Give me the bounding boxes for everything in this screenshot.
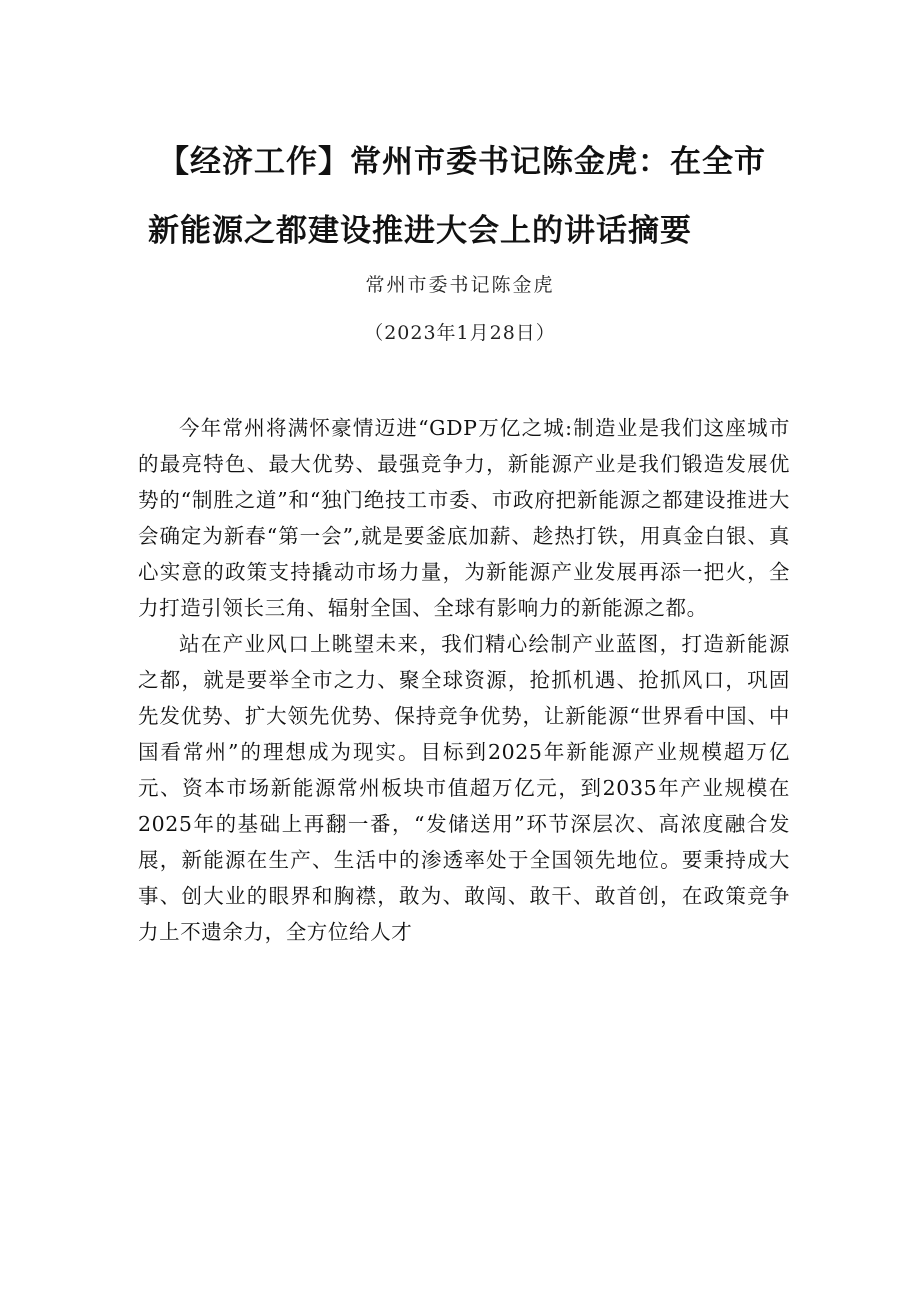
document-author: 常州市委书记陈金虎	[365, 274, 555, 296]
document-title-line-1: 【经济工作】常州市委书记陈金虎：在全市	[158, 144, 766, 180]
body-paragraph-1: 今年常州将满怀豪情迈进“GDP万亿之城:制造业是我们这座城市的最亮特色、最大优势、最强竞争力，新能源产业是我们锻造发展优势的“制胜之道”和“独门绝技工市委、市政府把新能源之都建设推进大会确定为新春“第一会”,就是要釜底加薪、趁热打铁，用真金白银、真心实意的政策支持撬动市场力量，为新能源产业发展再添一把火，全力打造引领长三角、辐射全国、全球有影响力的新能源之都。	[138, 416, 790, 620]
document-date: （2023年1月28日）	[364, 322, 556, 344]
document-title-line-2: 新能源之都建设推进大会上的讲话摘要	[148, 213, 692, 249]
document-body	[138, 410, 790, 950]
body-paragraph-2: 站在产业风口上眺望未来，我们精心绘制产业蓝图，打造新能源之都，就是要举全市之力、聚全球资源，抢抓机遇、抢抓风口，巩固先发优势、扩大领先优势、保持竞争优势，让新能源“世界看中国、中国看常州”的理想成为现实。目标到2025年新能源产业规模超万亿元、资本市场新能源常州板块市值超万亿元，到2035年产业规模在2025年的基础上再翻一番，“发储送用”环节深层次、高浓度融合发展，新能源在生产、生活中的渗透率处于全国领先地位。要秉持成大事、创大业的眼界和胸襟，敢为、敢闯、敢干、敢首创，在政策竞争力上不遗余力，全方位给人才	[138, 632, 790, 944]
